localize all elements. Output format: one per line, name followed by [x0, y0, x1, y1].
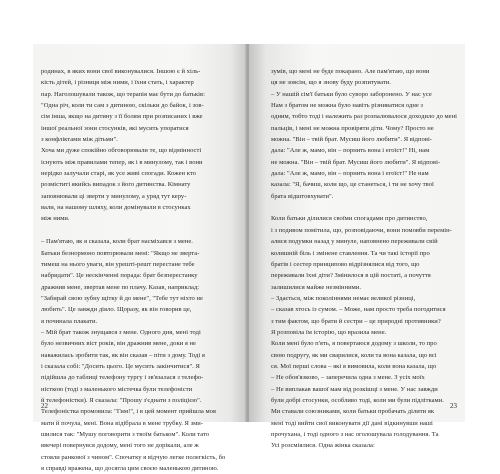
left_page-text-line: – Мій брат також знущався з мене. Одного дня, мені тоді	[41, 328, 201, 336]
right_page-text-line: колишній біль і змінене ставлення. Та чи такі історії про	[271, 249, 430, 257]
left-page-number: 22	[41, 402, 48, 410]
left_page-text-line: я справді вражена, що досягла цим своєю маленькою дитиною.	[41, 465, 219, 473]
left_page-text-line	[41, 225, 241, 236]
right_page-text-line: брата відштовхувати".	[271, 192, 334, 200]
right_page-text-line: свою подругу, як ми сварилися, коли та вона казала, що всі	[271, 351, 437, 359]
right_page-text-line: пальців, і мені не можна провіряти діти. Чому? Просто не	[271, 124, 434, 132]
left_page-text-line: вали, на нашому шляху, коли домінували в стосунках	[41, 204, 191, 212]
left_page-text-line: існують між правилами тепер, як і в минулому, так і вони	[41, 158, 203, 166]
left_page-text-line: наважилась зробити так, як він сказав – піти з дому. Тоді я	[41, 351, 205, 359]
right_page-text-line: братів і сестер принципово відрізнялися від того, що	[271, 260, 420, 268]
left_page-text-line: сім інша, якщо на дитину з її болям при розписаних і вже	[41, 113, 203, 121]
right_page-text-line: залишилися майже незмінними.	[271, 283, 361, 291]
left_page-text-line: любить". Це завжди діяло. Щоразу, як він говорив це,	[41, 306, 192, 314]
right_page-text-line: з тим фактом, що брати й сестри – це природні противники?	[271, 317, 441, 325]
right_page-text-line: – Не виплакав вашої мам від розкішці з мене. У нас завжди	[271, 385, 438, 393]
left-page	[33, 44, 247, 473]
left_page-text-line: пар. Наголошували також, що терапія має бути до батьків:	[41, 90, 205, 98]
right_page-text-line: Ми ставали союзниками, коли батьки пробачать ділити як	[271, 408, 435, 416]
right_page-text-line: алися подумки назад у минуле, наповнено переживали свій	[271, 238, 438, 246]
right_page-text-line: прочухана, і тоді одного з нас оголошувала голодування. Та	[271, 431, 439, 438]
left_page-text-line: родинах, в яких вони свої виконувалися. Іншою є й хіль-	[41, 68, 201, 75]
right_page-text-line: – Здається, між поколіннями немає великої різниці,	[271, 294, 416, 302]
left_page-text-line: я починала плакати.	[41, 317, 98, 325]
left-page-text	[41, 66, 241, 474]
right_page-text-line	[271, 202, 459, 213]
right_page-text-line: Коли мені було п'ять, я повертаюся додому з школи, то про	[271, 340, 437, 348]
right_page-text-line: були добрі стосунки, особливо тоді, коли ми були підлітками.	[271, 396, 444, 404]
left_page-text-line: між ними.	[41, 215, 70, 223]
left_page-text-line: Телефоністка промовила: "Гим!", і в цей момент прийшла моя	[41, 408, 216, 416]
left_page-text-line: іншої реальної зони стосунків, які мусить упоратися	[41, 124, 189, 132]
right_page-text-line: ця не зовсім, що я знову буду розпитувати.	[271, 79, 391, 87]
left_page-text-line: ністкою (тоді з маленького містечка були телефоністи	[41, 385, 193, 393]
left_page-text-line: підійшла до таблиці телефону тургу і зв'язалася з телефо-	[41, 374, 204, 382]
right_page-text-line: Нам з братом не можна було навіть різниватися одне з	[271, 102, 424, 110]
left_page-text-line: Хоча ми дуже спокійно обговорювали те, що відмінності	[41, 147, 202, 155]
right_page-text-line: дала: "Але ж, мамо, він – порнить вона і егоїст!" Ні, нам	[271, 147, 430, 155]
right_page-text-line: і з подивом помітила, що, розповідаючи, вони помовби перемін-	[271, 226, 452, 234]
right_page-text-line: Я розповіла їм історію, що вразила мене.	[271, 328, 387, 336]
left_page-text-line: "Забирай свою зубну щітку й до мене", "Тебе тут ніхто не	[41, 294, 203, 302]
right_page-text-line: дала: "Але ж, мамо, він – порнить вона і егоїст!" Не нам	[271, 170, 429, 178]
left_page-text-line: розміститі якийсь випадок з його дитинства. Кімнату	[41, 181, 191, 189]
right-page-text	[271, 66, 459, 452]
left_page-text-line: мати й почула, мені. Вона відібрала в мене трубку. Я зми-	[41, 419, 203, 427]
right_page-text-line: – Не обов'язково, – заперечила одна з мене. З усіх моїх	[271, 374, 425, 382]
right_page-text-line: мені тоді вийти свої виконувати дії дані відкинувши наші	[271, 419, 433, 427]
right_page-text-line: зумів, що мені не буде покарано. Але пам'ятаю, що вони	[271, 68, 430, 75]
right_page-text-line: Усі розсміялися. Одна жінка сказала:	[271, 442, 375, 450]
left_page-text-line: нерідко залучали старі, як усе живі спогади. Кожен кто	[41, 170, 196, 178]
right_page-text-line: ся. Мої перші слова – які я вимовила, коли вона казала, що	[271, 362, 437, 370]
left_page-text-line: шилися так: "Мушу поговорити з твоїм батьком". Коли тато	[41, 431, 210, 438]
left_page-text-line: тимеш на нього уваги, він урешті-решт перестане тебе	[41, 260, 195, 268]
left_page-text-line: стояли ранкової з чином". Спочатку я відчую легке полегкість, бо	[41, 453, 226, 461]
right_page-text-line: – У нашій сім'ї батьки було суворо заборонено. У нас усе	[271, 90, 432, 98]
left_page-text-line: було незвичних віст років, він дражнив мене, доки я не	[41, 340, 196, 348]
left_page-text-line: ввечері повернувся додому, мені того не дорікали, але ж	[41, 442, 199, 450]
book-spread	[33, 44, 465, 473]
right_page-text-line: одним, тобто тоді і належить раз розпалювалося доходило до мені	[271, 113, 457, 121]
right_page-text-line: – сказав хтось із сумом. – Може, нам просто треба погодитися	[271, 306, 446, 314]
left_page-text-line: й телефоністки). Я сказала: "Прошу з'єднати з поліцією".	[41, 396, 202, 404]
left_page-text-line: Батьки безнормоно повторювали мені: "Якщо не зверта-	[41, 249, 200, 257]
right_page-text-line: Коли батьки ділилися своїми спогадами про дитинство,	[271, 215, 428, 223]
right_page-text-line: переживали їхні діти? Змінилося в цій постаті, а почуття	[271, 272, 431, 280]
left_page-text-line: з конфліктами між дітьми".	[41, 136, 118, 144]
right-page	[249, 44, 465, 450]
left_page-text-line: і сказала собі: "Досить цього. Це мусить закінчитися". Я	[41, 362, 200, 370]
right_page-text-line: казала: "Я, бачиш, коли що, це станеться, і ти не хочу твої	[271, 181, 434, 189]
right_page-text-line: можна. "Він – твій брат. Мусиш його любити". Я відпові-	[271, 136, 433, 144]
left_page-text-line: дражнив мене, звертав мене по плачу. Казав, наприклад:	[41, 283, 200, 291]
left_page-text-line: набридати". Це нескінченні порада: брат безперестанку	[41, 272, 198, 280]
left_page-text-line: "Одна річ, коли ти сам з дитиною, скільки до байок, і зов-	[41, 102, 204, 110]
left_page-text-line: заповнювали ці зверти у минулому, а уряд тут керу-	[41, 192, 187, 200]
right_page-text-line: не можна. "Він – твій брат. Мусиш його любити". Я відпові-	[271, 158, 441, 166]
right-page-number: 23	[450, 402, 457, 410]
left_page-text-line: – Пам'ятаю, як я сказала, коли брат насміхався з мене.	[41, 238, 193, 246]
left_page-text-line: кість дітей, і різниця між ними, і їхня стать, і характер	[41, 79, 194, 87]
